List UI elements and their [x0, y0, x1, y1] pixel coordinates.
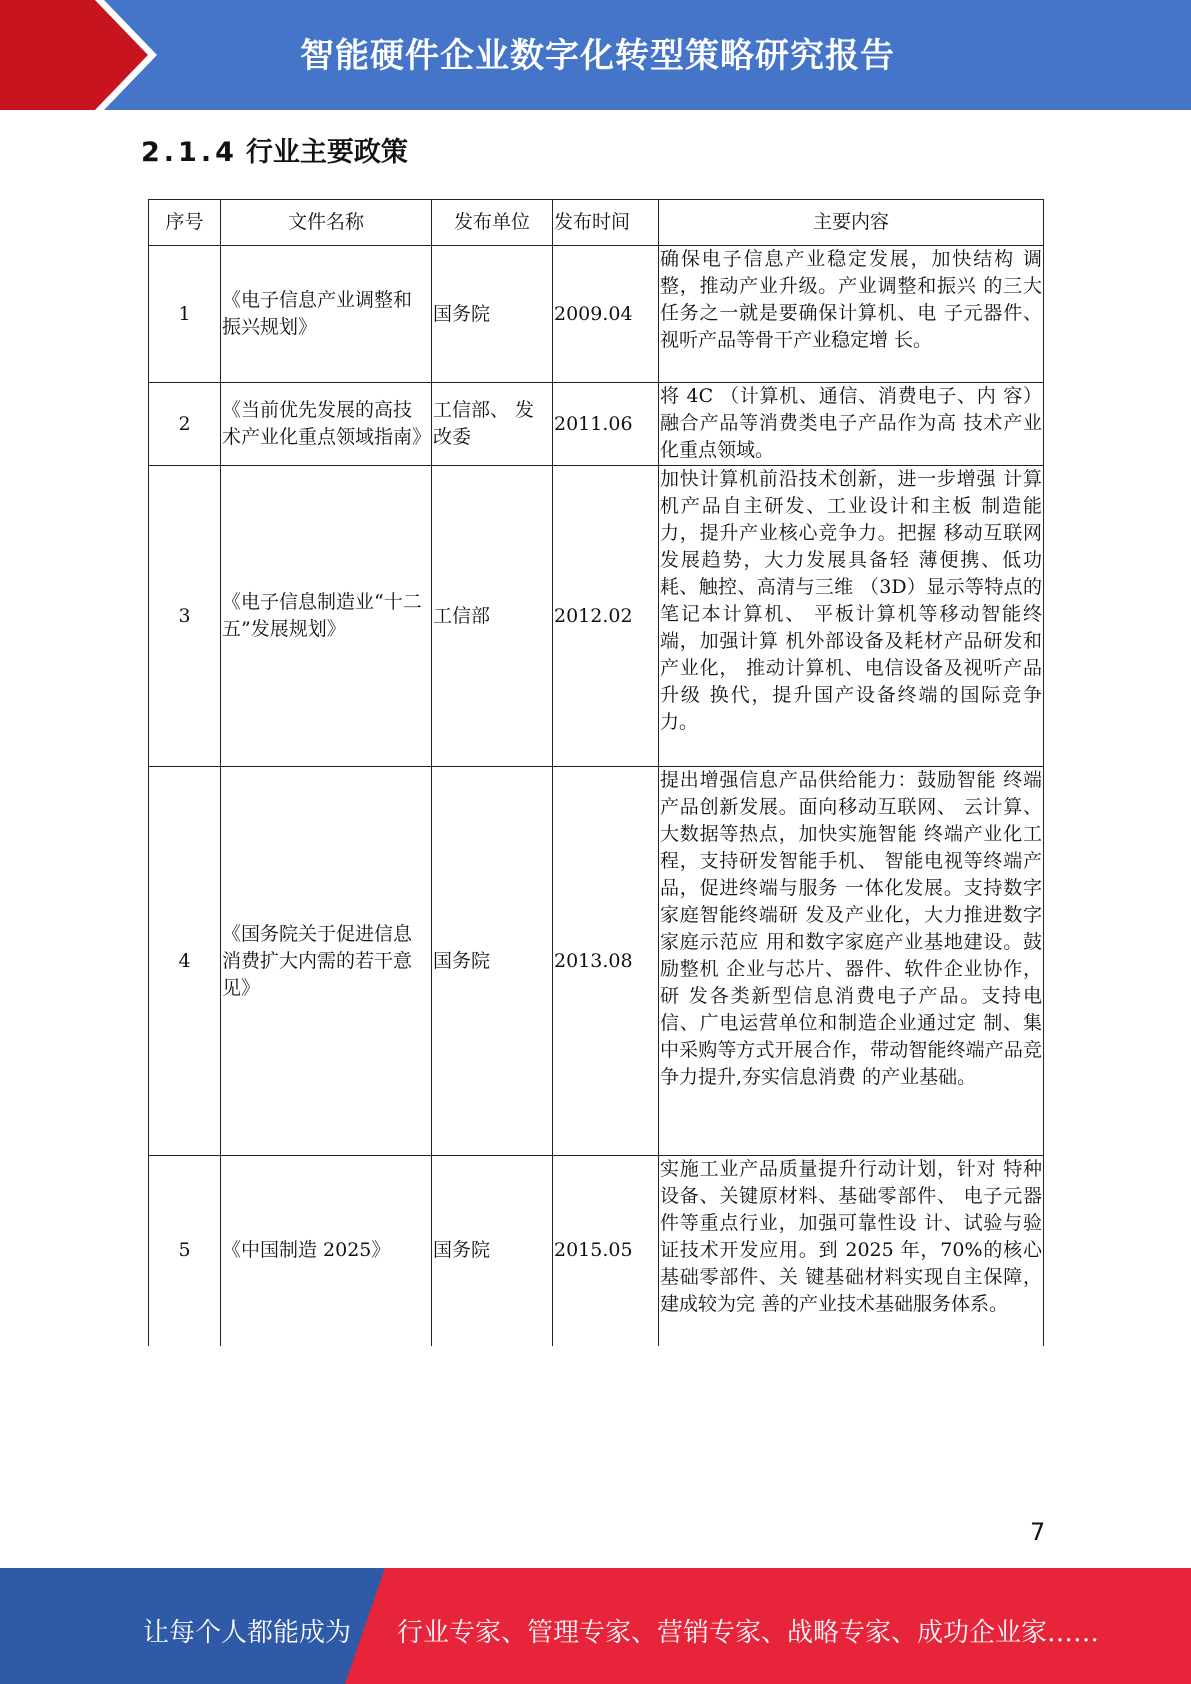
row-index: 4: [149, 767, 221, 1156]
header-banner: [0, 0, 1191, 110]
column-header-content: 主要内容: [659, 200, 1044, 246]
row-issuer: 国务院: [432, 767, 553, 1156]
table-header-row: [149, 200, 1044, 246]
table-row: [149, 383, 1044, 466]
row-index: 2: [149, 383, 221, 466]
footer-slogan-left: 让每个人都能成为: [143, 1618, 352, 1648]
row-index: 1: [149, 246, 221, 383]
row-issuer: 国务院: [432, 246, 553, 383]
column-header-name: 文件名称: [221, 200, 432, 246]
table-row: [149, 246, 1044, 383]
row-content: 实施工业产品质量提升行动计划，针对 特种设备、关键原材料、基础零部件、 电子元器件等重点行业，加强可靠性设 计、试验与验证技术开发应用。到 2025 年，70%的核心基础零部件、关 键基础材料实现自主保障，建成较为完 善的产业技术基础服务体系。: [659, 1156, 1044, 1346]
table-row: [149, 1156, 1044, 1346]
row-content: 将 4C （计算机、通信、消费电子、内 容）融合产品等消费类电子产品作为高 技术产业化重点领域。: [659, 383, 1044, 466]
row-content: 加快计算机前沿技术创新，进一步增强 计算机产品自主研发、工业设计和主板 制造能力，提升产业核心竞争力。把握 移动互联网发展趋势，大力发展具备轻 薄便携、低功耗、触控、高清与三维 （3D）显示等特点的笔记本计算机、 平板计算机等移动智能终端，加强计算 机外部设备及耗材产品研发和产业化， 推动计算机、电信设备及视听产品升级 换代，提升国产设备终端的国际竞争 力。: [659, 466, 1044, 767]
row-date: 2015.05: [553, 1156, 659, 1346]
row-index: 5: [149, 1156, 221, 1346]
section-title: 行业主要政策: [245, 137, 408, 168]
row-document-name: 《电子信息制造业“十二五”发展规划》: [221, 466, 432, 767]
section-heading: [141, 130, 408, 169]
policy-table: [148, 199, 1044, 1346]
row-content: 确保电子信息产业稳定发展，加快结构 调整，推动产业升级。产业调整和振兴 的三大任务之一就是要确保计算机、电 子元器件、视听产品等骨干产业稳定增 长。: [659, 246, 1044, 383]
column-header-index: 序号: [149, 200, 221, 246]
row-date: 2012.02: [553, 466, 659, 767]
footer-banner: [0, 1568, 1191, 1684]
row-date: 2013.08: [553, 767, 659, 1156]
row-document-name: 《电子信息产业调整和振兴规划》: [221, 246, 432, 383]
column-header-date: 发布时间: [553, 200, 659, 246]
table-row: [149, 767, 1044, 1156]
page-number: 7: [1030, 1518, 1046, 1546]
row-document-name: 《国务院关于促进信息消费扩大内需的若干意见》: [221, 767, 432, 1156]
row-content: 提出增强信息产品供给能力：鼓励智能 终端产品创新发展。面向移动互联网、 云计算、大数据等热点，加快实施智能 终端产业化工程，支持研发智能手机、 智能电视等终端产品，促进终端与服务 一体化发展。支持数字家庭智能终端研 发及产业化，大力推进数字家庭示范应 用和数字家庭产业基地建设。鼓励整机 企业与芯片、器件、软件企业协作，研 发各类新型信息消费电子产品。支持电 信、广电运营单位和制造企业通过定 制、集中采购等方式开展合作，带动智能终端产品竞争力提升,夯实信息消费 的产业基础。: [659, 767, 1044, 1156]
column-header-issuer: 发布单位: [432, 200, 553, 246]
header-arrow-decoration: [0, 0, 200, 110]
table-row: [149, 466, 1044, 767]
section-number: 2.1.4: [141, 137, 238, 168]
row-document-name: 《中国制造 2025》: [221, 1156, 432, 1346]
footer-slogan-right: 行业专家、管理专家、营销专家、战略专家、成功企业家……: [397, 1618, 1100, 1648]
row-issuer: 国务院: [432, 1156, 553, 1346]
row-document-name: 《当前优先发展的高技术产业化重点领域指南》: [221, 383, 432, 466]
row-issuer: 工信部: [432, 466, 553, 767]
row-date: 2011.06: [553, 383, 659, 466]
row-index: 3: [149, 466, 221, 767]
row-issuer: 工信部、 发改委: [432, 383, 553, 466]
row-date: 2009.04: [553, 246, 659, 383]
report-title: 智能硬件企业数字化转型策略研究报告: [300, 36, 895, 76]
